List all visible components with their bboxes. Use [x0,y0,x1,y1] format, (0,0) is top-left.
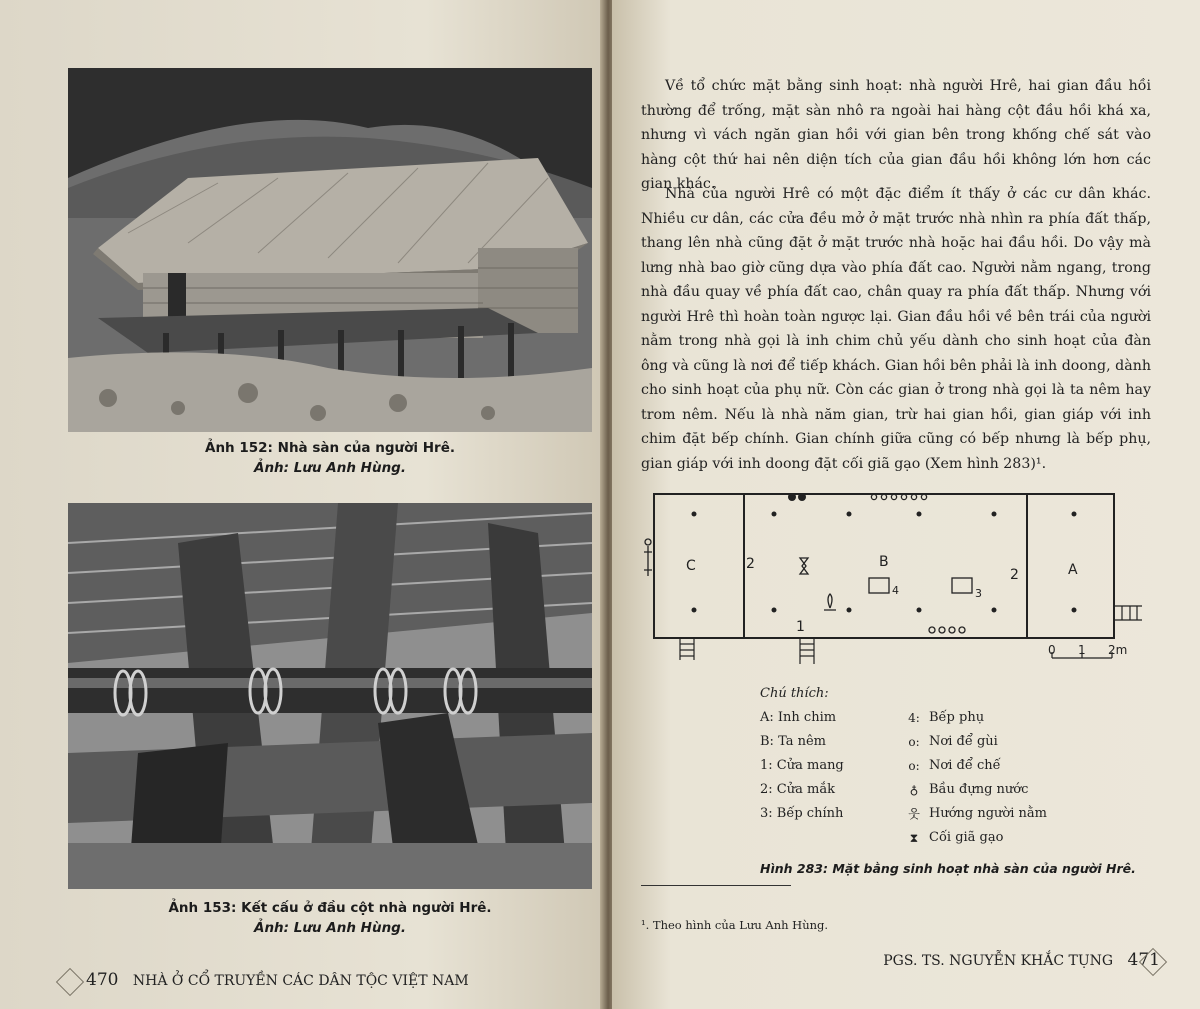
right-page-footer [883,950,1160,970]
left-running-title: NHÀ Ở CỔ TRUYỀN CÁC DÂN TỘC VIỆT NAM [132,973,469,989]
rice-mortar-icon: ⧗ [909,831,919,845]
photo-2-caption [68,898,592,938]
legend-symbol: o: [908,735,920,749]
legend-title: Chú thích: [760,686,829,701]
legend-item: Cối giã gạo [929,830,1004,845]
plan-legend [760,682,1145,850]
sleeping-direction-icon: 웃 [908,807,920,821]
left-footer-ornament [56,968,84,996]
legend-symbol: o: [908,759,920,773]
legend-row [760,826,1145,850]
photo-1-caption-title: Ảnh 152: Nhà sàn của người Hrê. [205,440,455,456]
legend-symbol: 4: [908,711,920,725]
photo-column-joint [68,503,592,889]
right-page-number: 471 [1127,950,1160,970]
body-text-paragraph-1 [641,74,1151,197]
legend-row [760,754,1145,778]
footnote-rule [641,885,791,886]
scale-label-2m: 2m [1108,643,1128,657]
legend-item: A: Inh chim [760,710,837,725]
photo-2-caption-credit: Ảnh: Lưu Anh Hùng. [254,920,406,936]
plan-label-door-2-right: 2 [1010,567,1019,583]
legend-item: B: Ta nêm [760,734,827,749]
legend-row [760,802,1145,826]
figure-caption: Hình 283: Mặt bằng sinh hoạt nhà sàn của người Hrê. [760,861,1136,876]
plan-label-room-b: B [879,554,889,570]
right-running-author: PGS. TS. NGUYỄN KHẮC TỤNG [883,953,1114,969]
photo-2-caption-title: Ảnh 153: Kết cấu ở đầu cột nhà người Hrê. [168,900,492,916]
body-text-paragraph-2 [641,182,1151,476]
plan-label-hearth-3: 3 [975,587,982,600]
scale-label-0: 0 [1048,643,1056,657]
photo-1-caption [68,438,592,478]
legend-item: Bầu đựng nước [929,782,1029,797]
photo-1-caption-credit: Ảnh: Lưu Anh Hùng. [254,460,406,476]
legend-row [760,706,1145,730]
plan-label-room-a: A [1068,562,1078,578]
paragraph-1: Về tổ chức mặt bằng sinh hoạt: nhà người Hrê, hai gian đầu hồi thường để trống, mặt sàn nhô ra ngoài hai hàng cột đầu hồi khá xa, nhưng vì vách ngăn gian hồi với gian bên trong khống chế sát vào hàng cột thứ hai nên diện tích của gian đầu hồi không lớn hơn các gian khác. [641,78,1151,192]
footnote: ¹. Theo hình của Lưu Anh Hùng. [641,918,829,932]
left-page-footer [86,970,469,990]
legend-item: 2: Cửa mắk [760,782,835,797]
plan-label-room-c: C [686,558,696,574]
plan-label-hearth-4: 4 [892,584,899,597]
plan-label-door-2-left: 2 [746,556,755,572]
legend-item: Hướng người nằm [929,806,1047,821]
legend-item: Bếp phụ [929,710,985,725]
photo-stilt-house [68,68,592,432]
legend-item: 3: Bếp chính [760,806,844,821]
legend-item: Nơi để chế [929,758,1001,773]
paragraph-2: Nhà của người Hrê có một đặc điểm ít thấy ở các cư dân khác. Nhiều cư dân, các cửa đều mở ở mặt trước nhà nhìn ra phía đất thấp, thang lên nhà cũng đặt ở mặt trước nhà hoặc hai đầu hồi. Do vậy mà lưng nhà bao giờ cũng dựa vào phía đất cao. Người nằm ngang, trong nhà đầu quay về phía đất cao, chân quay ra phía đất thấp. Nhưng với người Hrê thì hoàn toàn ngược lại. Gian đầu hồi về bên trái của người nằm trong nhà gọi là inh chim chủ yếu dành cho sinh hoạt của đàn ông và cũng là nơi để tiếp khách. Gian hồi bên phải là inh doong, dành cho sinh hoạt của phụ nữ. Còn các gian ở trong nhà gọi là ta nêm hay trom nêm. Nếu là nhà năm gian, trừ hai gian hồi, gian giáp với inh chim đặt bếp chính. Gian chính giữa cũng có bếp nhưng là bếp phụ, gian giáp với inh doong đặt cối giã gạo (Xem hình 283)¹. [641,186,1151,472]
water-gourd-icon: ♁ [909,783,919,797]
plan-label-door-1: 1 [796,619,805,635]
house-floor-plan [634,486,1184,686]
legend-row [760,778,1145,802]
left-page-number: 470 [86,970,119,990]
legend-row [760,730,1145,754]
scale-label-1: 1 [1078,643,1086,657]
legend-item: 1: Cửa mang [760,758,844,773]
legend-item: Nơi để gùi [929,734,998,749]
